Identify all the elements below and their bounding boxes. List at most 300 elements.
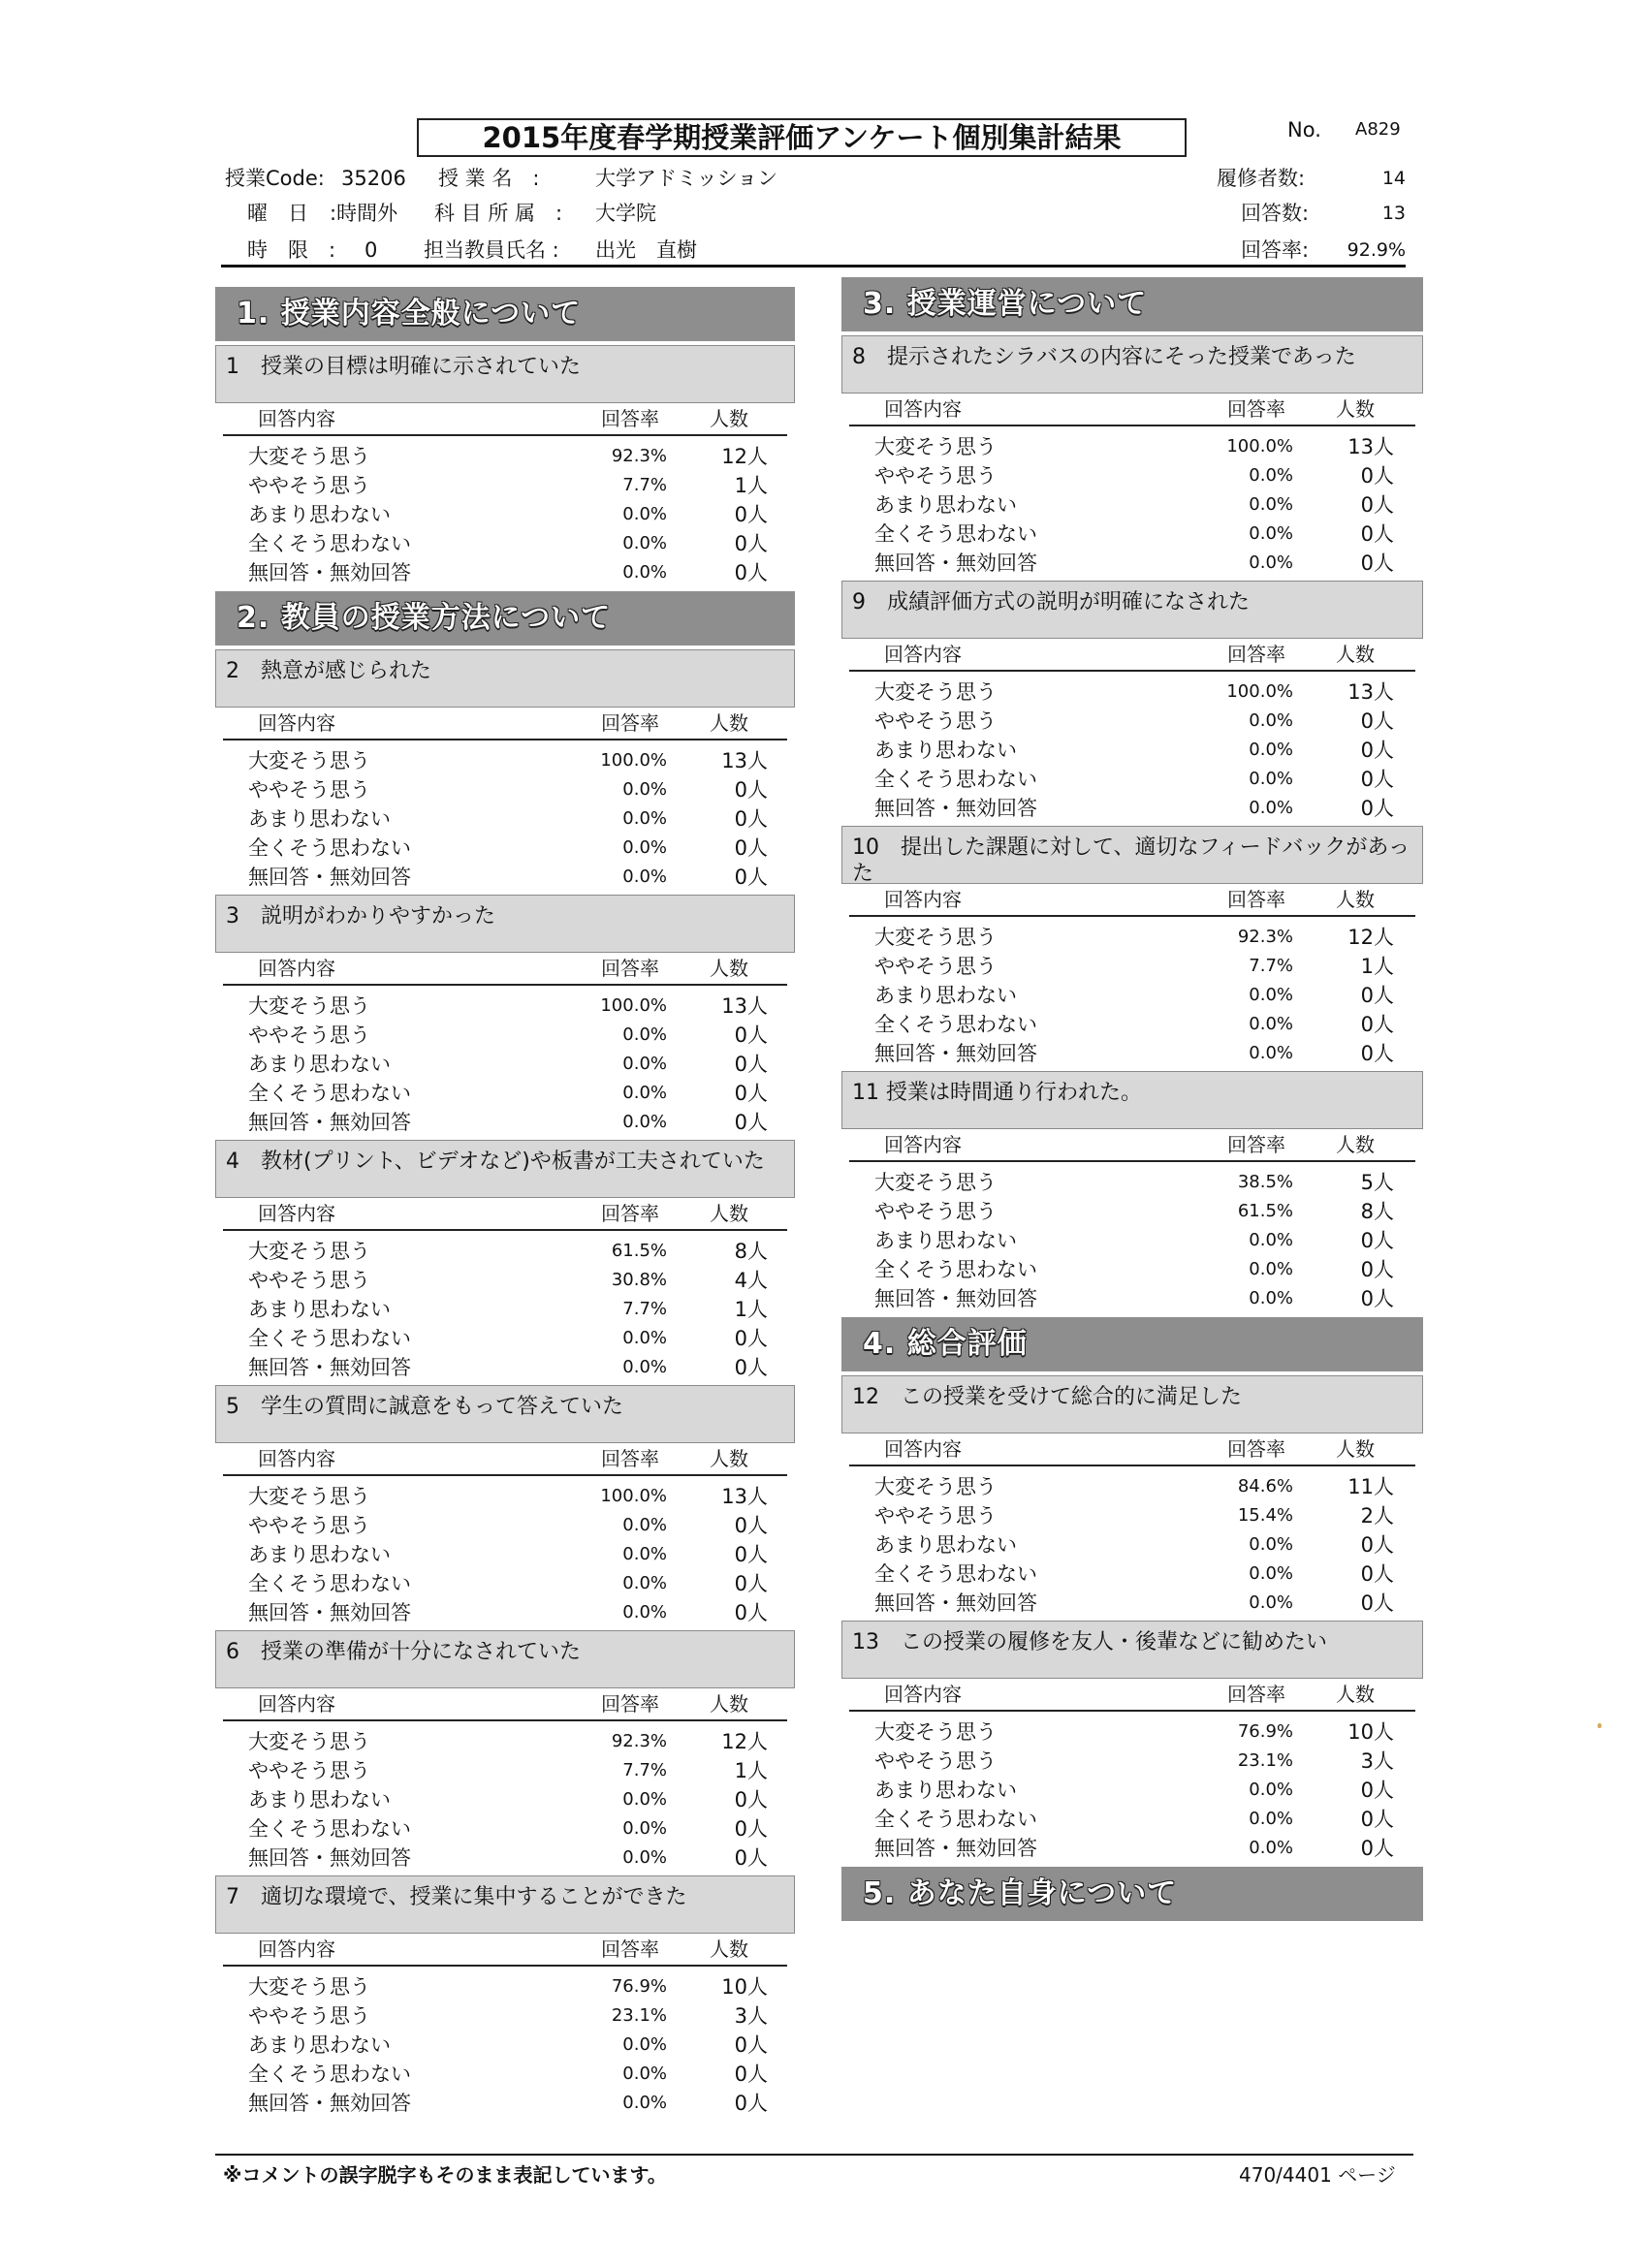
answer-count: 1人 [734, 1298, 768, 1321]
answer-row [841, 1776, 1423, 1805]
section-header-3: 3. 授業運営について [841, 277, 1423, 331]
answer-count: 10人 [1347, 1720, 1394, 1744]
answer-row [841, 461, 1423, 490]
question-title: 10 提出した課題に対して、適切なフィードバックがあった [841, 826, 1423, 884]
page-number: 470/4401 ページ [1239, 2163, 1396, 2187]
header-count: 人数 [710, 407, 748, 430]
answer-label: 無回答・無効回答 [874, 1837, 1037, 1860]
table-header [849, 884, 1415, 917]
answer-label: 全くそう思わない [248, 532, 411, 555]
answer-row [215, 1324, 795, 1353]
answer-row [841, 677, 1423, 707]
header-rate: 回答率 [1227, 1133, 1285, 1156]
answer-rate: 100.0% [1226, 681, 1293, 702]
question-title: 7 適切な環境で、授業に集中することができた [215, 1875, 795, 1934]
answer-count: 10人 [721, 1975, 768, 1999]
answer-row [215, 834, 795, 863]
answer-label: あまり思わない [874, 739, 1017, 762]
header-content: 回答内容 [884, 397, 962, 421]
answer-count: 0人 [734, 503, 768, 526]
answer-count: 3人 [734, 2004, 768, 2028]
answer-row [841, 1255, 1423, 1284]
right-column [841, 273, 1423, 1925]
answer-rows [215, 1967, 795, 2118]
report-title: 2015年度春学期授業評価アンケート個別集計結果 [417, 118, 1187, 157]
answer-rate: 0.0% [622, 562, 667, 583]
table-header [849, 639, 1415, 672]
answer-count: 11人 [1347, 1475, 1394, 1498]
answer-count: 0人 [734, 866, 768, 889]
answer-row [841, 736, 1423, 765]
answer-label: あまり思わない [874, 1533, 1017, 1557]
answer-row [215, 1511, 795, 1540]
question-title: 5 学生の質問に誠意をもって答えていた [215, 1385, 795, 1443]
answer-rate: 0.0% [1249, 1563, 1293, 1584]
answer-row [215, 1972, 795, 2001]
answer-rate: 0.0% [622, 1024, 667, 1045]
header-count: 人数 [710, 1937, 748, 1961]
answer-rows [841, 672, 1423, 823]
answer-count: 0人 [734, 778, 768, 802]
answer-label: 大変そう思う [874, 435, 997, 458]
answer-label: 大変そう思う [248, 1240, 370, 1263]
header-rate: 回答率 [601, 1447, 659, 1470]
answer-count: 0人 [1360, 1229, 1394, 1252]
answer-rate: 0.0% [622, 2034, 667, 2055]
answer-row [841, 794, 1423, 823]
header-count: 人数 [1336, 1133, 1375, 1156]
answer-row [841, 1010, 1423, 1039]
answer-count: 12人 [1347, 926, 1394, 949]
answer-rate: 0.0% [622, 837, 667, 858]
answer-row [841, 549, 1423, 578]
answer-count: 0人 [734, 836, 768, 860]
question-block [841, 1375, 1423, 1618]
answer-count: 0人 [1360, 1013, 1394, 1036]
answer-count: 12人 [721, 1730, 768, 1753]
enrolled-label: 履修者数: [1217, 167, 1306, 190]
answer-count: 0人 [734, 2063, 768, 2086]
answer-count: 0人 [1360, 1287, 1394, 1310]
answer-count: 0人 [734, 2033, 768, 2057]
answer-label: ややそう思う [248, 474, 370, 497]
header-count: 人数 [1336, 888, 1375, 911]
answer-label: 全くそう思わない [248, 836, 411, 860]
answer-rate: 0.0% [1249, 1259, 1293, 1279]
question-block [215, 1385, 795, 1627]
answer-rate: 61.5% [1237, 1201, 1293, 1221]
answer-count: 1人 [734, 1759, 768, 1782]
answer-count: 8人 [1360, 1200, 1394, 1223]
answer-row [215, 1108, 795, 1137]
answer-rate: 7.7% [1249, 956, 1293, 976]
answer-rate: 0.0% [622, 1602, 667, 1622]
answer-row [215, 1598, 795, 1627]
question-block [841, 1621, 1423, 1863]
answer-row [215, 804, 795, 834]
answer-row [215, 863, 795, 892]
answer-count: 8人 [734, 1240, 768, 1263]
answer-rate: 0.0% [1249, 710, 1293, 731]
answer-rate: 0.0% [1249, 740, 1293, 760]
section-header-2: 2. 教員の授業方法について [215, 591, 795, 646]
answer-row [215, 2031, 795, 2060]
section-header-5: 5. あなた自身について [841, 1867, 1423, 1921]
answer-rate: 0.0% [1249, 1592, 1293, 1613]
course-name-label: 授 業 名 : [438, 167, 540, 190]
dept-label: 科 目 所 属 : [434, 202, 563, 225]
answer-label: ややそう思う [248, 1024, 370, 1047]
answer-count: 0人 [734, 1817, 768, 1841]
answer-label: ややそう思う [248, 1269, 370, 1292]
header-content: 回答内容 [884, 888, 962, 911]
course-code: 35206 [341, 167, 406, 190]
answer-row [215, 1266, 795, 1295]
question-title: 9 成績評価方式の説明が明確になされた [841, 581, 1423, 639]
answer-row [215, 775, 795, 804]
answer-row [841, 1717, 1423, 1747]
question-title: 1 授業の目標は明確に示されていた [215, 345, 795, 403]
rate-value: 92.9% [1347, 239, 1406, 261]
answer-rate: 38.5% [1237, 1172, 1293, 1192]
answer-rows [215, 1476, 795, 1627]
rate-label: 回答率: [1241, 238, 1310, 262]
answer-count: 0人 [734, 1601, 768, 1624]
answer-rate: 100.0% [600, 750, 667, 771]
answer-label: あまり思わない [248, 1053, 391, 1076]
answer-label: ややそう思う [248, 778, 370, 802]
answer-rate: 0.0% [622, 1544, 667, 1564]
answer-row [841, 1472, 1423, 1501]
answer-label: ややそう思う [874, 1749, 997, 1773]
answer-rate: 0.0% [622, 1818, 667, 1839]
answer-rows [215, 1721, 795, 1873]
header-count: 人数 [1336, 1683, 1375, 1706]
answer-row [215, 442, 795, 471]
table-header [849, 394, 1415, 426]
header-count: 人数 [710, 1202, 748, 1225]
answer-row [841, 490, 1423, 520]
answer-rows [215, 740, 795, 892]
answer-label: あまり思わない [874, 1779, 1017, 1802]
answer-row [841, 952, 1423, 981]
answer-label: ややそう思う [874, 1504, 997, 1528]
header-rate: 回答率 [601, 957, 659, 980]
header-rate: 回答率 [601, 407, 659, 430]
question-title: 4 教材(プリント、ビデオなど)や板書が工夫されていた [215, 1140, 795, 1198]
responses-value: 13 [1381, 203, 1406, 224]
header-rate: 回答率 [601, 711, 659, 735]
answer-label: 無回答・無効回答 [874, 1591, 1037, 1615]
answer-label: 全くそう思わない [874, 768, 1037, 791]
answer-row [841, 1197, 1423, 1226]
table-header [849, 1679, 1415, 1712]
answer-rate: 0.0% [1249, 1288, 1293, 1308]
answer-rate: 0.0% [1249, 1838, 1293, 1858]
header-rate: 回答率 [1227, 643, 1285, 666]
answer-count: 0人 [1360, 464, 1394, 488]
question-block [841, 581, 1423, 823]
scan-speck [1598, 1723, 1601, 1728]
enrolled-value: 14 [1381, 168, 1406, 189]
answer-rate: 0.0% [622, 2093, 667, 2113]
answer-row [215, 1814, 795, 1843]
answer-rate: 0.0% [622, 533, 667, 553]
header-count: 人数 [1336, 397, 1375, 421]
header-content: 回答内容 [884, 1683, 962, 1706]
answer-count: 0人 [1360, 522, 1394, 546]
answer-count: 0人 [1360, 1779, 1394, 1802]
answer-rate: 0.0% [622, 866, 667, 887]
answer-rate: 23.1% [1237, 1750, 1293, 1771]
answer-count: 1人 [734, 474, 768, 497]
answer-label: ややそう思う [874, 1200, 997, 1223]
table-header [849, 1129, 1415, 1162]
answer-label: 全くそう思わない [874, 1808, 1037, 1831]
answer-row [841, 1284, 1423, 1313]
table-header [223, 1688, 787, 1721]
answer-rows [841, 1712, 1423, 1863]
answer-row [215, 1843, 795, 1873]
period-label: 時 限 : [247, 238, 336, 262]
answer-label: 大変そう思う [248, 1730, 370, 1753]
answer-rate: 0.0% [622, 1847, 667, 1868]
answer-rate: 0.0% [1249, 465, 1293, 486]
answer-rate: 0.0% [622, 2063, 667, 2084]
answer-label: あまり思わない [874, 984, 1017, 1007]
answer-row [841, 1501, 1423, 1530]
answer-count: 0人 [1360, 768, 1394, 791]
answer-rate: 100.0% [600, 1486, 667, 1506]
answer-rate: 0.0% [622, 779, 667, 800]
question-block [841, 1071, 1423, 1313]
answer-label: 全くそう思わない [248, 1082, 411, 1105]
header-rate: 回答率 [601, 1202, 659, 1225]
answer-row [841, 432, 1423, 461]
answer-label: 大変そう思う [248, 994, 370, 1018]
answer-label: 大変そう思う [248, 1975, 370, 1999]
table-header [223, 1443, 787, 1476]
answer-row [841, 1226, 1423, 1255]
answer-label: ややそう思う [248, 1759, 370, 1782]
answer-rate: 0.0% [622, 1573, 667, 1593]
question-block [215, 1140, 795, 1382]
answer-row [841, 765, 1423, 794]
answer-row [841, 1039, 1423, 1068]
header-content: 回答内容 [258, 1447, 335, 1470]
answer-rate: 0.0% [622, 1357, 667, 1377]
answer-rows [215, 436, 795, 587]
period-value: 0 [364, 238, 378, 262]
table-header [223, 953, 787, 986]
header-content: 回答内容 [258, 957, 335, 980]
answer-label: あまり思わない [248, 1298, 391, 1321]
header-count: 人数 [1336, 1437, 1375, 1461]
answer-count: 0人 [734, 2092, 768, 2115]
answer-count: 13人 [721, 994, 768, 1018]
question-block [215, 1630, 795, 1873]
answer-rate: 0.0% [1249, 1809, 1293, 1829]
answer-count: 0人 [1360, 1591, 1394, 1615]
answer-rate: 84.6% [1237, 1476, 1293, 1496]
answer-count: 0人 [1360, 984, 1394, 1007]
answer-label: 無回答・無効回答 [248, 1111, 411, 1134]
header-divider [221, 265, 1406, 268]
question-block [215, 345, 795, 587]
answer-row [841, 707, 1423, 736]
footer-divider [215, 2154, 1413, 2156]
question-title: 6 授業の準備が十分になされていた [215, 1630, 795, 1688]
header-rate: 回答率 [1227, 888, 1285, 911]
answer-rate: 0.0% [1249, 798, 1293, 818]
answer-count: 1人 [1360, 955, 1394, 978]
answer-label: 無回答・無効回答 [248, 561, 411, 584]
header-content: 回答内容 [258, 1692, 335, 1716]
answer-rate: 76.9% [611, 1976, 667, 1997]
answer-count: 0人 [1360, 739, 1394, 762]
answer-row [841, 1168, 1423, 1197]
day-label: 曜 日 [247, 202, 308, 225]
answer-count: 2人 [1360, 1504, 1394, 1528]
answer-rate: 92.3% [611, 1731, 667, 1751]
answer-row [215, 1569, 795, 1598]
answer-count: 0人 [1360, 1258, 1394, 1281]
answer-row [215, 1785, 795, 1814]
answer-label: 全くそう思わない [874, 1013, 1037, 1036]
answer-label: 無回答・無効回答 [874, 551, 1037, 575]
answer-rate: 30.8% [611, 1270, 667, 1290]
teacher-label: 担当教員氏名 : [424, 238, 559, 262]
question-title: 3 説明がわかりやすかった [215, 895, 795, 953]
answer-row [841, 923, 1423, 952]
answer-label: 大変そう思う [874, 1720, 997, 1744]
answer-row [841, 1834, 1423, 1863]
answer-count: 0人 [1360, 1042, 1394, 1065]
answer-label: 大変そう思う [874, 1475, 997, 1498]
answer-row [215, 1482, 795, 1511]
answer-count: 5人 [1360, 1171, 1394, 1194]
answer-rows [215, 1231, 795, 1382]
header-content: 回答内容 [258, 1937, 335, 1961]
answer-rate: 0.0% [622, 1515, 667, 1535]
answer-count: 0人 [1360, 551, 1394, 575]
answer-row [841, 1530, 1423, 1559]
answer-rows [841, 1162, 1423, 1313]
answer-rate: 0.0% [622, 808, 667, 829]
answer-rate: 0.0% [1249, 769, 1293, 789]
question-title: 11 授業は時間通り行われた。 [841, 1071, 1423, 1129]
answer-label: 全くそう思わない [874, 522, 1037, 546]
header-content: 回答内容 [258, 711, 335, 735]
table-header [223, 1934, 787, 1967]
question-block [215, 1875, 795, 2118]
header-count: 人数 [710, 711, 748, 735]
answer-row [841, 520, 1423, 549]
answer-row [215, 1727, 795, 1756]
answer-label: 無回答・無効回答 [874, 1042, 1037, 1065]
answer-row [215, 1353, 795, 1382]
answer-label: あまり思わない [248, 1543, 391, 1566]
answer-row [841, 1747, 1423, 1776]
footer-note: ※コメントの誤字脱字もそのまま表記しています。 [223, 2163, 667, 2187]
answer-rate: 15.4% [1237, 1505, 1293, 1526]
no-label: No. [1287, 118, 1321, 142]
table-header [849, 1433, 1415, 1466]
header-content: 回答内容 [884, 1437, 962, 1461]
answer-row [841, 1805, 1423, 1834]
header-count: 人数 [710, 1447, 748, 1470]
question-block [841, 335, 1423, 578]
answer-count: 0人 [734, 1543, 768, 1566]
answer-label: あまり思わない [248, 1788, 391, 1811]
answer-label: 全くそう思わない [874, 1258, 1037, 1281]
teacher-value: 出光 直樹 [595, 238, 697, 262]
answer-rate: 0.0% [1249, 523, 1293, 544]
question-block [841, 826, 1423, 1068]
answer-label: ややそう思う [248, 2004, 370, 2028]
header-content: 回答内容 [258, 1202, 335, 1225]
header-count: 人数 [1336, 643, 1375, 666]
header-rate: 回答率 [1227, 397, 1285, 421]
answer-count: 0人 [734, 1356, 768, 1379]
answer-label: 無回答・無効回答 [248, 866, 411, 889]
answer-count: 0人 [1360, 1808, 1394, 1831]
answer-count: 13人 [1347, 435, 1394, 458]
answer-rate: 23.1% [611, 2005, 667, 2026]
answer-rate: 0.0% [1249, 494, 1293, 515]
answer-rate: 76.9% [1237, 1721, 1293, 1742]
answer-label: 無回答・無効回答 [874, 797, 1037, 820]
answer-rows [841, 917, 1423, 1068]
answer-rows [841, 1466, 1423, 1618]
answer-label: 無回答・無効回答 [248, 1601, 411, 1624]
answer-label: ややそう思う [874, 955, 997, 978]
answer-label: ややそう思う [874, 709, 997, 733]
answer-label: 無回答・無効回答 [248, 1846, 411, 1870]
answer-label: 大変そう思う [874, 680, 997, 704]
answer-row [215, 992, 795, 1021]
answer-rate: 0.0% [1249, 552, 1293, 573]
answer-rate: 100.0% [600, 995, 667, 1016]
answer-label: 全くそう思わない [248, 2063, 411, 2086]
no-value: A829 [1355, 119, 1401, 140]
answer-rate: 61.5% [611, 1241, 667, 1261]
answer-row [215, 1540, 795, 1569]
header-rate: 回答率 [1227, 1437, 1285, 1461]
answer-label: 大変そう思う [874, 1171, 997, 1194]
answer-rate: 0.0% [1249, 1230, 1293, 1250]
question-block [215, 895, 795, 1137]
answer-row [215, 2001, 795, 2031]
answer-row [215, 471, 795, 500]
answer-count: 0人 [734, 1053, 768, 1076]
answer-count: 0人 [1360, 493, 1394, 517]
answer-label: 無回答・無効回答 [248, 2092, 411, 2115]
header-rate: 回答率 [601, 1692, 659, 1716]
table-header [223, 403, 787, 436]
answer-rows [841, 426, 1423, 578]
answer-label: あまり思わない [874, 493, 1017, 517]
answer-row [215, 1021, 795, 1050]
answer-row [215, 1079, 795, 1108]
header-rate: 回答率 [601, 1937, 659, 1961]
answer-count: 0人 [734, 561, 768, 584]
answer-count: 0人 [1360, 1837, 1394, 1860]
answer-label: 全くそう思わない [248, 1327, 411, 1350]
answer-rate: 7.7% [622, 1299, 667, 1319]
answer-row [215, 558, 795, 587]
answer-count: 0人 [734, 1082, 768, 1105]
